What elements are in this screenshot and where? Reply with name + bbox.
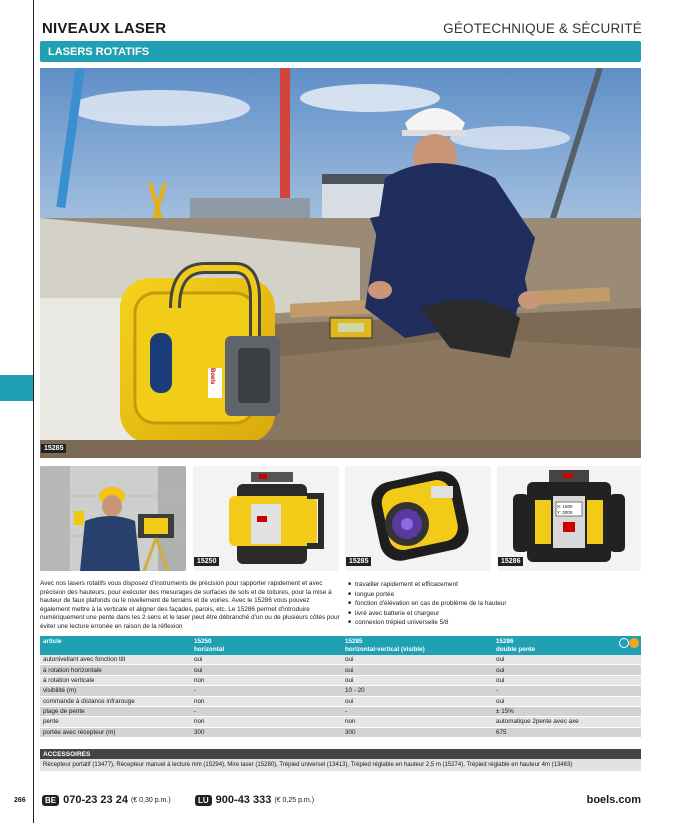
feature-item: ■ connexion trépied universelle 5/8 xyxy=(348,618,638,628)
laser-15285-illustration xyxy=(345,466,491,571)
row-label: portée avec récepteur (m) xyxy=(40,727,191,737)
header-sublabel: horizontal-vertical (visible) xyxy=(345,645,425,653)
header-sublabel: double pente xyxy=(496,645,536,653)
header-label: 15286 xyxy=(496,638,514,645)
section-bar: LASERS ROTATIFS xyxy=(40,41,641,62)
accessories-list: Récepteur portatif (13477), Récepteur manuel à lecture mm (15294), Mire laser (15280), Trépied universel (13413), Trépied réglable en hauteur 2,5 m (15274), Trépied réglable en hauteur 4m (13463) xyxy=(40,759,641,771)
battery-icon xyxy=(629,638,639,648)
spec-header-row xyxy=(40,636,641,655)
page-number: 266 xyxy=(14,797,26,804)
chapter-tab xyxy=(0,375,33,401)
cell-15285: 300 xyxy=(342,727,493,737)
row-label: commande à distance infrarouge xyxy=(40,696,191,706)
cell-15285: oui xyxy=(342,665,493,675)
cell-15250: oui xyxy=(191,665,342,675)
cell-15286: oui xyxy=(493,675,641,685)
cell-15286: ± 15% xyxy=(493,706,641,716)
feature-item: ■ fonction d'élévation en cas de problème de la hauteur xyxy=(348,599,638,609)
feature-item: ■ livré avec batterie et chargeur xyxy=(348,609,638,619)
cell-15285: 10 - 20 xyxy=(342,686,493,696)
footer-be-contact xyxy=(42,794,171,806)
thumbnail-worker xyxy=(40,466,186,571)
table-row xyxy=(40,706,641,716)
thumbnail-15285 xyxy=(345,466,491,571)
cell-15286: automatique 2pente avec axe xyxy=(493,717,641,727)
header-label: 15250 xyxy=(194,638,212,645)
hero-illustration xyxy=(40,68,641,458)
cell-15250: non xyxy=(191,717,342,727)
thumbnail-15286 xyxy=(497,466,641,571)
feature-list xyxy=(348,580,638,628)
be-flag-badge: BE xyxy=(42,795,59,806)
cell-15286: - xyxy=(493,686,641,696)
header-15250 xyxy=(191,636,342,655)
cell-15250: - xyxy=(191,686,342,696)
cell-15286: oui xyxy=(493,665,641,675)
website-link[interactable]: boels.com xyxy=(586,794,641,806)
feature-item: ■ longue portée xyxy=(348,590,638,600)
row-label: visibilité (m) xyxy=(40,686,191,696)
row-label: plage de pente xyxy=(40,706,191,716)
display-line-x: X: 1500 xyxy=(557,504,573,509)
page-category: GÉOTECHNIQUE & SÉCURITÉ xyxy=(443,21,642,36)
thumb-code-15286: 15286 xyxy=(498,557,523,566)
page-title: NIVEAUX LASER xyxy=(42,20,167,37)
display-line-y: Y: 3000 xyxy=(557,509,573,515)
info-icon xyxy=(619,638,629,648)
table-row xyxy=(40,665,641,675)
lu-flag-badge: LU xyxy=(195,795,212,806)
header-label: article xyxy=(43,638,62,645)
cell-15250: oui xyxy=(191,655,342,665)
accessories-heading: ACCESSOIRES xyxy=(40,749,641,759)
cell-15286: oui xyxy=(493,655,641,665)
thumbnail-15250 xyxy=(193,466,339,571)
cell-15250: non xyxy=(191,696,342,706)
table-row xyxy=(40,727,641,737)
laser-15286-illustration xyxy=(497,466,641,571)
footer-lu-contact xyxy=(195,794,314,806)
row-label: à rotation horizontale xyxy=(40,665,191,675)
cell-15250: non xyxy=(191,675,342,685)
hero-photo xyxy=(40,68,641,458)
lu-phone[interactable]: 900-43 333 xyxy=(215,794,272,806)
cell-15250: - xyxy=(191,706,342,716)
table-row xyxy=(40,655,641,665)
table-row xyxy=(40,696,641,706)
hero-article-code: 15285 xyxy=(41,444,66,453)
laser-15250-illustration xyxy=(193,466,339,571)
table-row xyxy=(40,717,641,727)
row-label: pente xyxy=(40,717,191,727)
cell-15285: oui xyxy=(342,696,493,706)
page-margin-line xyxy=(33,0,34,823)
product-description: Avec nos lasers rotatifs vous disposez d'instruments de précision pour rapporter rapidement et avec précision des hauteurs, pour exécuter des mesurages de surfaces de sols et de toitures, pour la mise à hauteur de faux plafonds ou le nivellement de terrains et de voiries. Avec le 15286 vous pouvez également mettre à la verticale et aligner des façades, parois, etc. Le 15286 permet d'introduire numériquement une pente dans les 2 sens et le laser peut être débranché d'un ou de plusieurs côtés pour éviter une lecture erronée en raison de la réflexion xyxy=(40,580,340,630)
be-phone[interactable]: 070-23 23 24 xyxy=(63,794,128,806)
be-rate: (€ 0,30 p.m.) xyxy=(130,796,171,804)
laser-display xyxy=(557,504,573,515)
thumb-code-15285: 15285 xyxy=(346,557,371,566)
boels-logo: Boels xyxy=(209,368,215,385)
spec-table xyxy=(40,636,641,738)
table-row xyxy=(40,686,641,696)
cell-15286: oui xyxy=(493,696,641,706)
row-label: autonivellant avec fonction tilt xyxy=(40,655,191,665)
cell-15285: oui xyxy=(342,655,493,665)
header-article xyxy=(40,636,191,655)
feature-item: ■ travailler rapidement et efficacement xyxy=(348,580,638,590)
thumb-code-15250: 15250 xyxy=(194,557,219,566)
cell-15285: oui xyxy=(342,675,493,685)
table-row xyxy=(40,675,641,685)
header-label: 15285 xyxy=(345,638,363,645)
cell-15285: non xyxy=(342,717,493,727)
cell-15250: 300 xyxy=(191,727,342,737)
header-sublabel: horizontal xyxy=(194,645,225,653)
cell-15286: 675 xyxy=(493,727,641,737)
lu-rate: (€ 0,25 p.m.) xyxy=(274,796,315,804)
row-label: à rotation verticale xyxy=(40,675,191,685)
header-15286 xyxy=(493,636,641,655)
cell-15285: - xyxy=(342,706,493,716)
header-15285 xyxy=(342,636,493,655)
worker-illustration xyxy=(40,466,186,571)
